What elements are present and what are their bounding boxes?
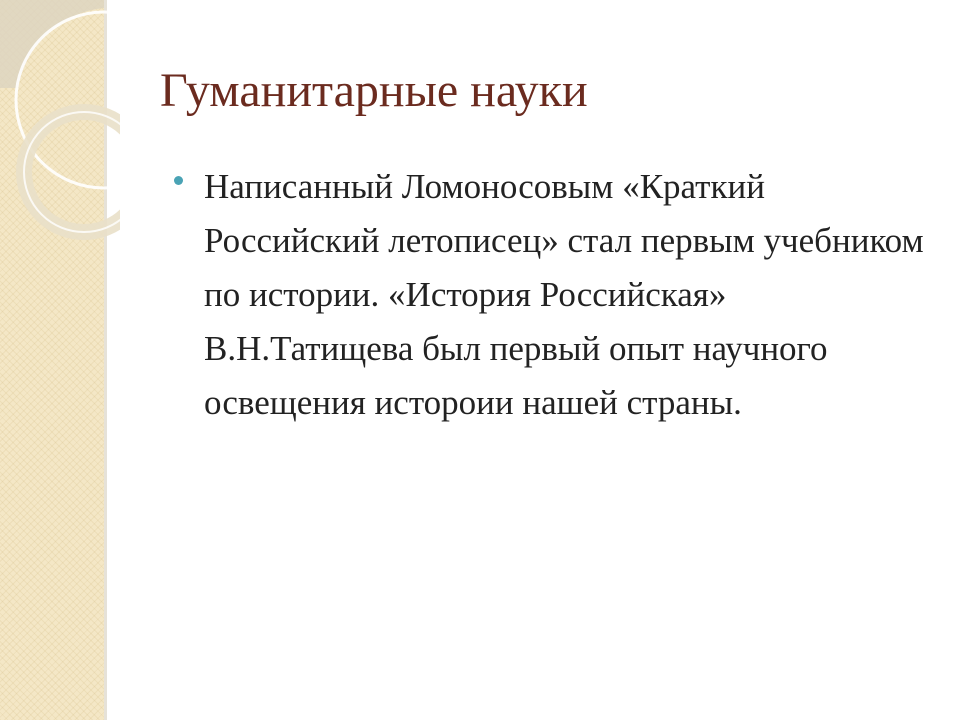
- bullet-item: [170, 160, 930, 430]
- slide-title: Гуманитарные науки: [160, 64, 588, 117]
- bullet-list: [170, 160, 930, 430]
- bullet-text: Написанный Ломоносовым «Краткий Российский летописец» стал первым учебником по истории. «История Российская» В.Н.Татищева был первый опыт научного освещения истороии нашей страны.: [204, 167, 924, 422]
- bullet-dot-icon: [174, 176, 183, 185]
- decorative-circles-icon: [0, 0, 120, 260]
